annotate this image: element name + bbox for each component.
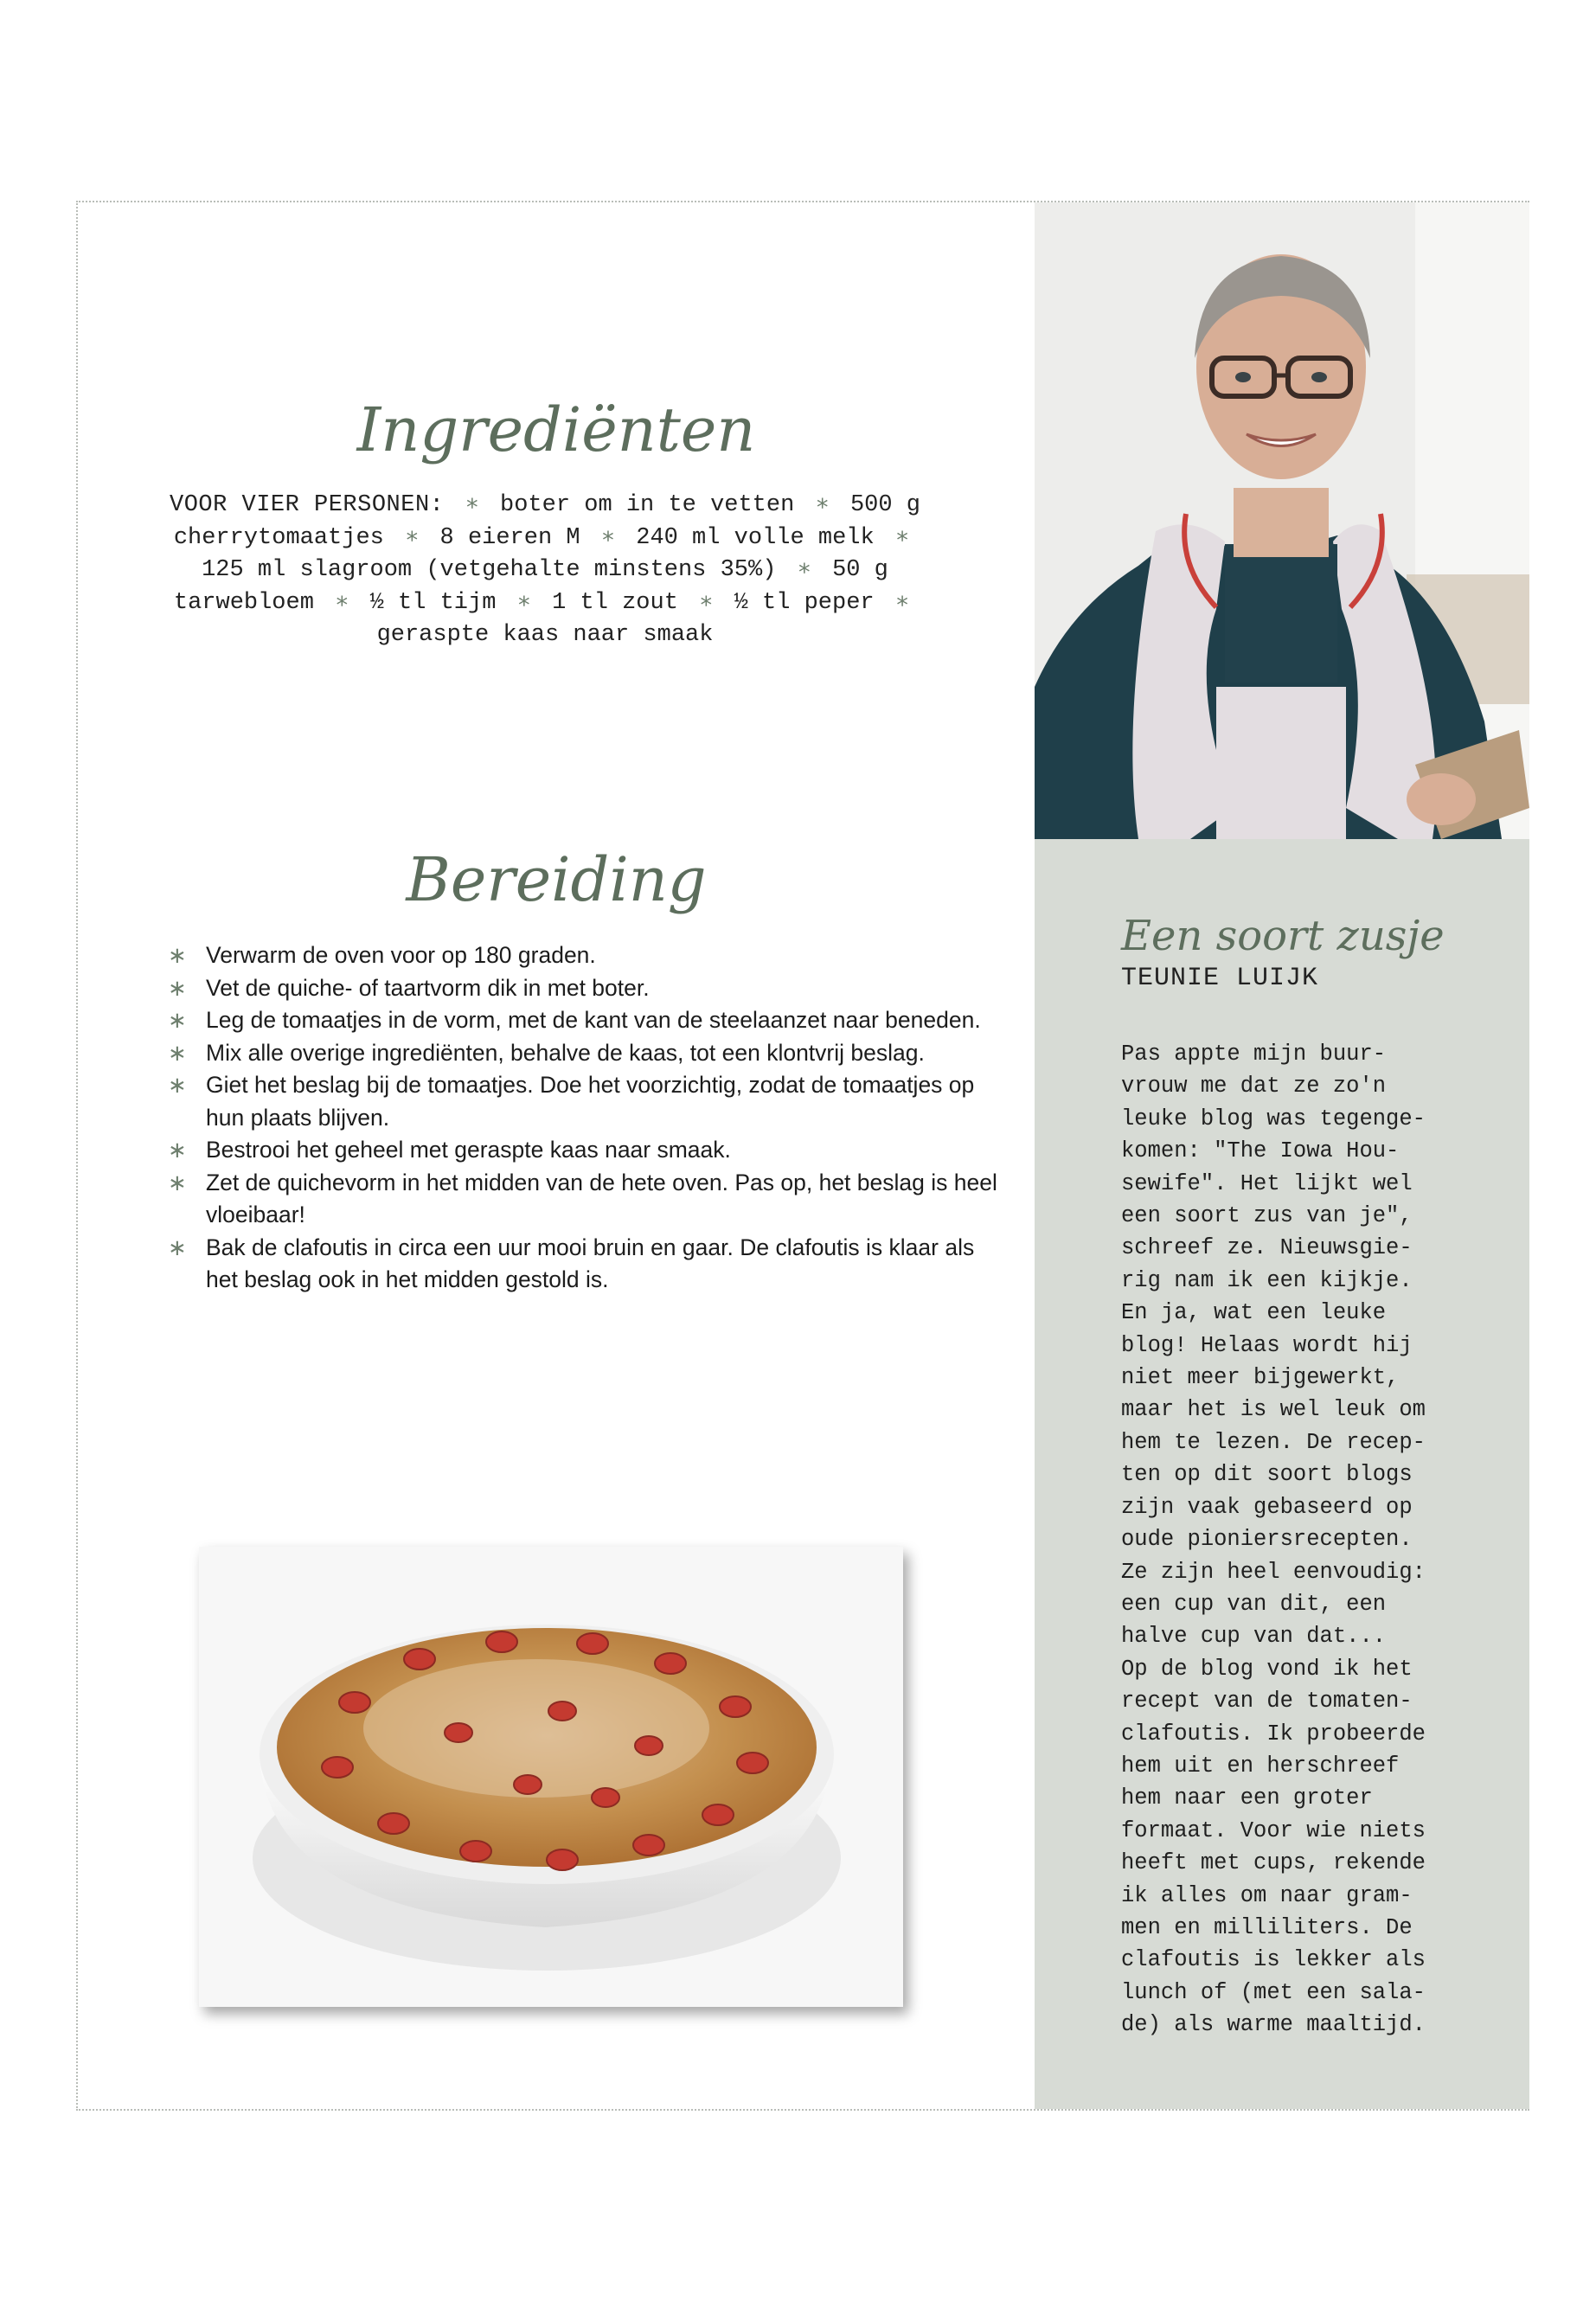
step-text: Bak de clafoutis in circa een uur mooi bruin en gaar. De clafoutis is klaar als het beslag ook in het midden gestold is. <box>206 1234 975 1292</box>
bullet-star-icon: ∗ <box>168 1007 187 1033</box>
step-text: Verwarm de oven voor op 180 graden. <box>206 942 596 968</box>
preparation-steps <box>168 939 998 1297</box>
sidebar <box>1035 202 1529 2109</box>
bullet-star-icon: ∗ <box>168 1137 187 1163</box>
bullet-star-icon: ∗ <box>168 1169 187 1195</box>
preparation-step <box>168 1134 998 1167</box>
preparation-step <box>168 1037 998 1070</box>
separator-star-icon: ∗ <box>894 589 910 616</box>
preparation-step <box>168 939 998 972</box>
ingredient-item: 125 ml slagroom (vetgehalte minstens 35%) <box>202 557 777 583</box>
page-frame <box>76 201 1529 2111</box>
bullet-star-icon: ∗ <box>168 942 187 968</box>
step-text: Mix alle overige ingrediënten, behalve de kaas, tot een klontvrij beslag. <box>206 1039 925 1066</box>
separator-star-icon: ∗ <box>335 589 349 616</box>
ingredients-list <box>164 490 926 652</box>
clafoutis-photo <box>199 1547 903 2007</box>
ingredient-item: boter om in te vetten <box>500 492 795 518</box>
ingredient-item: ½ tl tijm <box>369 589 497 616</box>
step-text: Bestrooi het geheel met geraspte kaas naar smaak. <box>206 1137 731 1163</box>
ingredient-item: 50 g tarwebloem <box>173 557 888 616</box>
author-portrait <box>1035 202 1529 839</box>
clafoutis-illustration <box>199 1547 903 2007</box>
separator-star-icon: ∗ <box>465 492 479 518</box>
ingredient-item: 500 g cherrytomaatjes <box>173 492 920 551</box>
separator-star-icon: ∗ <box>797 557 811 583</box>
bullet-star-icon: ∗ <box>168 1039 187 1066</box>
author-illustration <box>1035 202 1529 839</box>
separator-star-icon: ∗ <box>815 492 830 518</box>
recipe-column <box>78 202 1035 2109</box>
step-text: Zet de quichevorm in het midden van de hete oven. Pas op, het beslag is heel vloeibaar! <box>206 1169 997 1227</box>
separator-star-icon: ∗ <box>699 589 714 616</box>
step-text: Vet de quiche- of taartvorm dik in met boter. <box>206 974 650 1001</box>
separator-star-icon: ∗ <box>516 589 531 616</box>
sidebar-title: Een soort zusje <box>1121 912 1445 960</box>
ingredients-title: Ingrediënten <box>356 394 756 465</box>
sidebar-author: TEUNIE LUIJK <box>1121 964 1319 993</box>
servings-label: VOOR VIER PERSONEN: <box>170 492 445 518</box>
bullet-star-icon: ∗ <box>168 1234 187 1260</box>
step-text: Leg de tomaatjes in de vorm, met de kant van de steelaanzet naar beneden. <box>206 1007 981 1033</box>
preparation-step <box>168 1069 998 1134</box>
separator-star-icon: ∗ <box>894 524 910 551</box>
sidebar-body: Pas appte mijn buur- vrouw me dat ze zo'n leuke blog was tegenge- komen: "The Iowa Hou- sewife". Het lijkt wel een soort zus van je", schreef ze. Nieuwsgie- rig nam ik een kijkje. En ja, wat een leuke blog! Helaas wordt hij niet meer bijgewerkt, maar het is wel leuk om hem te lezen. De recep- ten op dit soort blogs zijn vaak gebaseerd op oude pioniersrecepten. Ze zijn heel eenvoudig: een cup van dit, een halve cup van dat... Op de blog vond ik het recept van de tomaten- clafoutis. Ik probeerde hem uit en herschreef hem naar een groter formaat. Voor wie niets heeft met cups, rekende ik alles om naar gram- men en milliliters. De clafoutis is lekker als lunch of (met een sala- de) als warme maaltijd. <box>1121 1042 1426 2038</box>
preparation-step <box>168 1167 998 1232</box>
separator-star-icon: ∗ <box>405 524 420 551</box>
separator-star-icon: ∗ <box>600 524 616 551</box>
step-text: Giet het beslag bij de tomaatjes. Doe het voorzichtig, zodat de tomaatjes op hun plaats blijven. <box>206 1072 975 1131</box>
ingredient-item: 1 tl zout <box>552 589 678 616</box>
bullet-star-icon: ∗ <box>168 974 187 1001</box>
ingredient-item: ½ tl peper <box>734 589 875 616</box>
preparation-step <box>168 1232 998 1297</box>
ingredient-item: geraspte kaas naar smaak <box>376 622 714 648</box>
bullet-star-icon: ∗ <box>168 1072 187 1098</box>
preparation-step <box>168 972 998 1005</box>
preparation-step <box>168 1004 998 1037</box>
ingredient-item: 240 ml volle melk <box>636 524 875 551</box>
ingredient-item: 8 eieren M <box>439 524 580 551</box>
preparation-title: Bereiding <box>406 844 707 915</box>
